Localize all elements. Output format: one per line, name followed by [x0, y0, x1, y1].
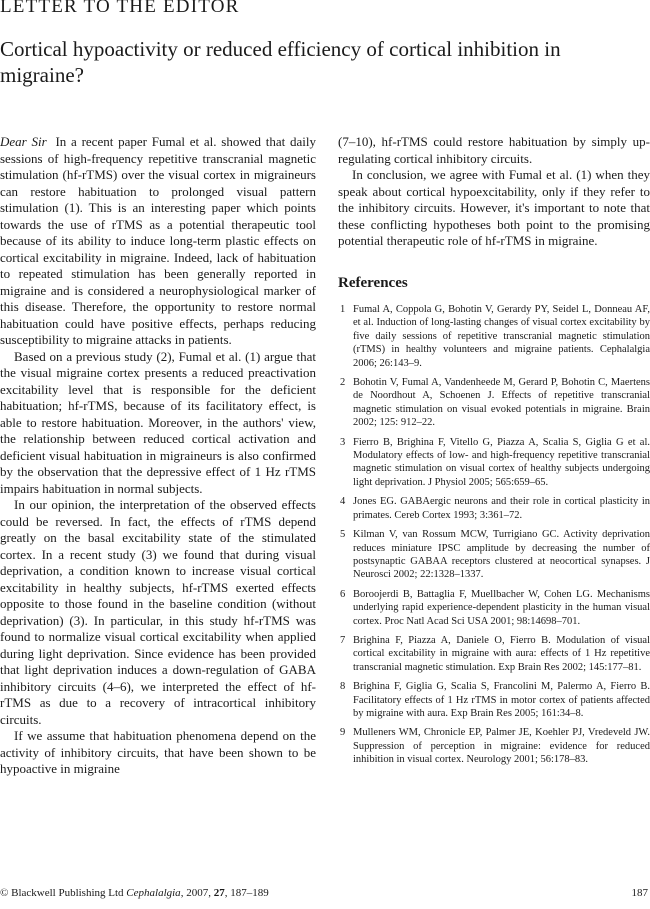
journal-name: Cephalalgia — [126, 887, 181, 899]
reference-item — [338, 436, 650, 490]
reference-text: Jones EG. GABAergic neurons and their role in cortical plasticity in primates. Cereb Cortex 1993; 3:361–72. — [353, 496, 650, 521]
reference-item — [338, 680, 650, 720]
article-title: Cortical hypoactivity or reduced efficiency of cortical inhibition in migraine? — [0, 37, 561, 87]
reference-number: 5 — [340, 529, 346, 541]
body-paragraph: In conclusion, we agree with Fumal et al. (1) when they speak about cortical hypoexcitability, only if they refer to the inhibitory circuits. However, it's important to note that these conflicting hypotheses both point to the promising potential therapeutic role of hf-rTMS in migraine. — [338, 167, 650, 248]
body-paragraph: Dear Sir In a recent paper Fumal et al. showed that daily sessions of high-frequency repetitive transcranial magnetic stimulation (hf-rTMS) over the visual cortex in migraineurs can restore habituation to prolonged visual pattern stimulation (1). This is an interesting paper which points towards the use of rTMS as a potential therapeutic tool because of its ability to induce long-term plastic effects on cortical excitability in migraine. Indeed, lack of habituation to repeated stimulation has been generally reported in migraine and is considered a neurophysiological marker of this disease. Therefore, the opportunity to restore normal habituation could have positive effects, perhaps reducing susceptibility to migraine attacks in patients. — [0, 134, 317, 347]
copyright: © Blackwell Publishing Ltd — [0, 887, 124, 899]
year: , 2007, — [180, 887, 214, 899]
reference-item — [338, 634, 650, 674]
pages: , 187–189 — [224, 887, 269, 899]
reference-number: 6 — [340, 588, 346, 600]
reference-text: Fierro B, Brighina F, Vitello G, Piazza A, Scalia S, Giglia G et al. Modulatory effects of low- and high-frequency repetitive transcranial magnetic stimulation on visual cortex of healthy subjects undergoing light deprivation. J Physiol 2005; 565:659–65. — [353, 436, 650, 488]
reference-item — [338, 528, 650, 582]
reference-number: 2 — [340, 377, 346, 389]
salutation: Dear Sir — [0, 134, 47, 149]
reference-number: 8 — [340, 681, 346, 693]
section-heading: LETTER TO THE EDITOR — [0, 0, 240, 17]
left-column — [0, 134, 316, 778]
reference-number: 3 — [340, 436, 346, 448]
reference-text: Boroojerdi B, Battaglia F, Muellbacher W, Cohen LG. Mechanisms underlying rapid experience-dependent plasticity in the human visual cortex. Proc Natl Acad Sci USA 2001; 98:14698–701. — [353, 588, 650, 627]
reference-item — [338, 495, 650, 522]
reference-item — [338, 588, 650, 628]
reference-number: 7 — [340, 634, 346, 646]
reference-number: 9 — [340, 727, 346, 739]
reference-text: Mulleners WM, Chronicle EP, Palmer JE, Koehler PJ, Vredeveld JW. Suppression of perception in migraine: evidence for reduced inhibition in visual cortex. Neurology 2001; 56:178–83. — [353, 727, 650, 766]
references-heading: References — [338, 274, 408, 291]
page-number: 187 — [631, 887, 648, 899]
body-paragraph: (7–10), hf-rTMS could restore habituation by simply up-regulating cortical inhibitory circuits. — [338, 134, 650, 166]
body-paragraph: In our opinion, the interpretation of the observed effects could be reversed. In fact, the effects of rTMS depend greatly on the basal excitability state of the stimulated cortex. In a recent study (3) we found that during visual deprivation, a condition known to increase visual cortical excitability in healthy subjects, hf-rTMS exerted effects opposite to those found in the baseline condition (without deprivation) (3). In particular, in this study hf-rTMS was found to normalize visual cortical excitability when applied during light deprivation. Since evidence has been provided that light deprivation induces a down-regulation of GABA inhibitory circuits (4–6), we interpreted the effect of hf-rTMS as due to a recovery of intracortical inhibitory circuits. — [0, 497, 316, 727]
reference-text: Bohotin V, Fumal A, Vandenheede M, Gerard P, Bohotin C, Maertens de Noordhout A, Schoenen J. Effects of repetitive transcranial magnetic stimulation on visual evoked potentials in migraine. Brain 2002; 125: 912–22. — [353, 377, 650, 429]
citation-line — [0, 887, 269, 899]
reference-text: Kilman V, van Rossum MCW, Turrigiano GC. Activity deprivation reduces miniature IPSC amplitude by decreasing the number of postsynaptic GABAA receptors clustered at neocortical synapses. J Neurosci 2002; 22:1328–1337. — [353, 529, 650, 581]
reference-item — [338, 376, 650, 430]
reference-text: Fumal A, Coppola G, Bohotin V, Gerardy PY, Seidel L, Donneau AF, et al. Induction of long-lasting changes of visual cortex excitability by five daily sessions of repetitive transcranial magnetic stimulation (rTMS) in healthy volunteers and migraine patients. Cephalalgia 2006; 26:143–9. — [353, 304, 650, 369]
reference-number: 4 — [340, 496, 346, 508]
reference-item — [338, 726, 650, 766]
reference-number: 1 — [340, 304, 346, 315]
right-column — [338, 134, 650, 773]
body-paragraph: If we assume that habituation phenomena depend on the activity of inhibitory circuits, that have been shown to be hypoactive in migraine — [0, 728, 316, 776]
reference-item — [338, 303, 650, 370]
reference-list — [338, 303, 650, 767]
volume: 27 — [213, 887, 225, 899]
reference-text: Brighina F, Piazza A, Daniele O, Fierro B. Modulation of visual cortical excitability in migraine with aura: effects of 1 Hz repetitive transcranial magnetic stimulation. Exp Brain Res 2002; 145:177–81. — [353, 634, 650, 673]
body-paragraph: Based on a previous study (2), Fumal et al. (1) argue that the visual migraine cortex presents a reduced preactivation excitability level that is responsible for the deficient habituation; hf-rTMS, because of its facilitatory effect, is able to restore habituation. Moreover, in the authors' view, the relationship between reduced cortical activation and deficient visual habituation in migraineurs is also confirmed by the observation that the depressive effect of 1 Hz rTMS impairs habituation in normal subjects. — [0, 348, 316, 496]
reference-text: Brighina F, Giglia G, Scalia S, Francolini M, Palermo A, Fierro B. Facilitatory effects of 1 Hz rTMS in motor cortex of patients affected by migraine with aura. Exp Brain Res 2005; 161:34–8. — [353, 681, 650, 719]
